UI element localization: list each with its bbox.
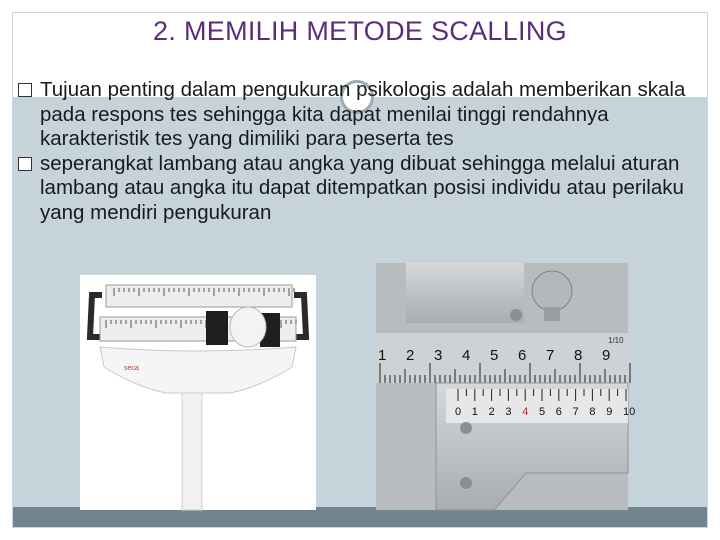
vernier-scale-number: 10	[623, 406, 636, 418]
vernier-scale-number: 9	[606, 406, 613, 418]
vernier-scale-number: 3	[505, 406, 512, 418]
main-scale-number: 8	[574, 347, 583, 364]
checkbox-bullet-icon	[18, 83, 32, 97]
vernier-scale-number: 7	[572, 406, 579, 418]
slide-title: 2. MEMILIH METODE SCALLING	[153, 16, 567, 46]
main-scale-number: 4	[462, 347, 471, 364]
vernier-scale-number: 1	[471, 406, 478, 418]
bullet-text: Tujuan penting dalam pengukuran psikologis adalah memberikan skala pada respons tes sehingga kita dapat menilai tinggi rendahnya karakteristik tes yang dimiliki para peserta tes	[40, 78, 686, 150]
vernier-scale-number: 5	[539, 406, 546, 418]
main-scale-number: 6	[518, 347, 527, 364]
main-scale-number: 9	[602, 347, 611, 364]
weighing-scale-illustration	[80, 275, 316, 510]
vernier-scale-number: 0	[455, 406, 462, 418]
main-scale-number: 2	[406, 347, 415, 364]
bullet-list	[18, 78, 698, 225]
vernier-caliper-image	[376, 263, 636, 510]
main-scale-number: 5	[490, 347, 499, 364]
scale-brand-label: seca	[124, 365, 139, 372]
vernier-scale-number: 4	[522, 406, 529, 418]
bullet-item	[18, 152, 698, 226]
vernier-scale-number: 6	[555, 406, 562, 418]
checkbox-bullet-icon	[18, 157, 32, 171]
vernier-scale-number: 8	[589, 406, 596, 418]
bullet-item	[18, 78, 698, 152]
main-scale-number: 3	[434, 347, 443, 364]
vernier-caliper-illustration	[376, 263, 636, 510]
caliper-precision-label: 1/10	[608, 336, 624, 345]
bullet-text: seperangkat lambang atau angka yang dibuat sehingga melalui aturan lambang atau angka itu dapat ditempatkan posisi individu atau perilaku yang mendiri pengukuran	[40, 151, 684, 224]
main-scale-number: 7	[546, 347, 555, 364]
vernier-scale-number: 2	[488, 406, 495, 418]
main-scale-number: 1	[378, 347, 387, 364]
weighing-scale-image	[80, 275, 316, 510]
